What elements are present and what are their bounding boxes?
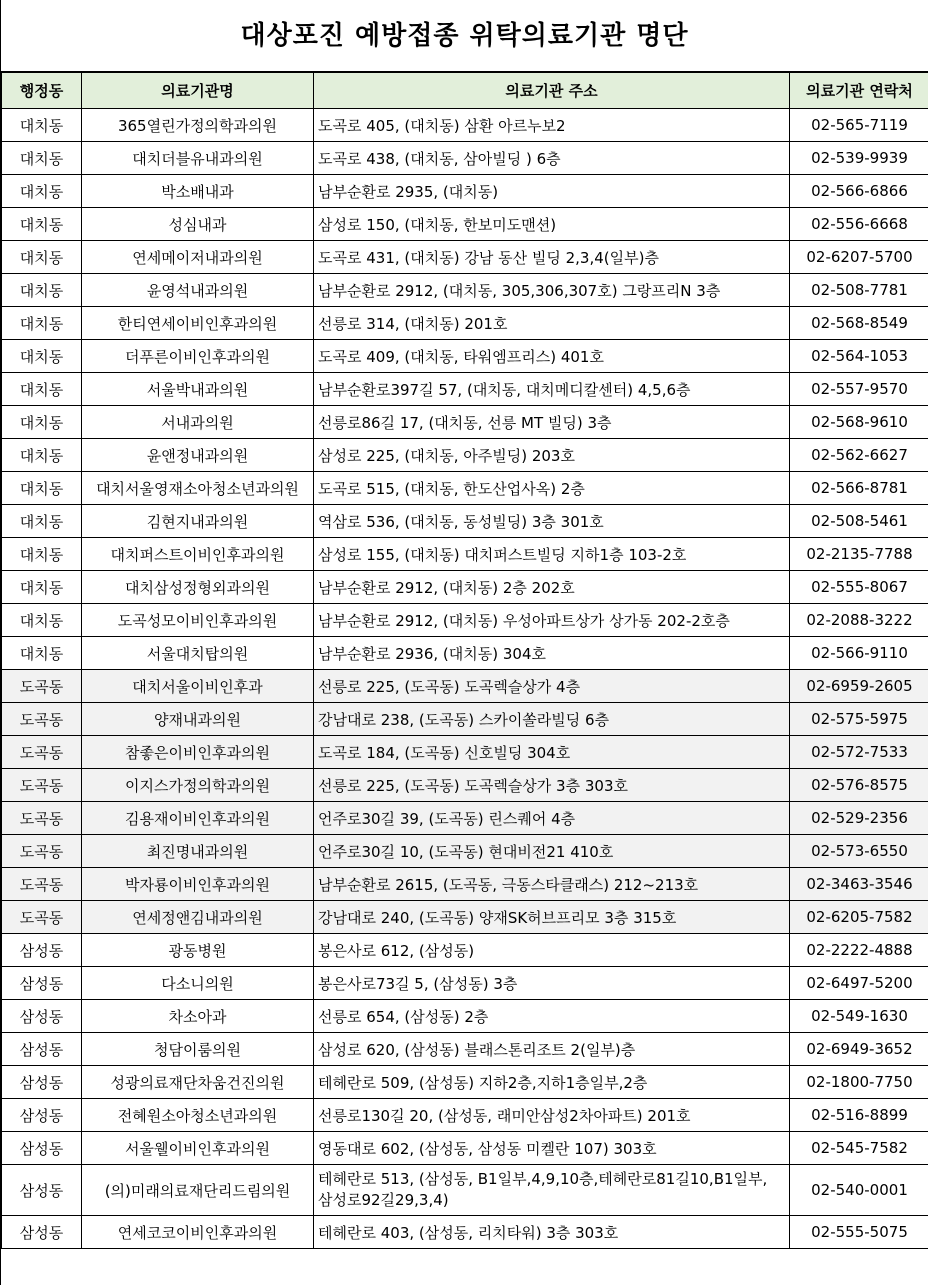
dong-cell: 삼성동 [2, 1000, 82, 1033]
table-row [2, 1066, 928, 1099]
clinic-name-cell: 윤영석내과의원 [82, 274, 314, 307]
dong-cell: 대치동 [2, 208, 82, 241]
dong-cell: 도곡동 [2, 901, 82, 934]
address-cell: 봉은사로 612, (삼성동) [314, 934, 790, 967]
phone-cell: 02-566-9110 [790, 637, 928, 670]
table-row [2, 934, 928, 967]
address-cell: 도곡로 409, (대치동, 타워엠프리스) 401호 [314, 340, 790, 373]
phone-cell: 02-549-1630 [790, 1000, 928, 1033]
header-dong: 행정동 [2, 73, 82, 109]
address-cell: 선릉로 314, (대치동) 201호 [314, 307, 790, 340]
address-cell: 테헤란로 403, (삼성동, 리치타워) 3층 303호 [314, 1216, 790, 1249]
dong-cell: 도곡동 [2, 670, 82, 703]
address-cell: 선릉로 225, (도곡동) 도곡렉슬상가 4층 [314, 670, 790, 703]
clinic-name-cell: 서내과의원 [82, 406, 314, 439]
header-row [2, 73, 928, 109]
phone-cell: 02-6207-5700 [790, 241, 928, 274]
address-cell: 테헤란로 509, (삼성동) 지하2층,지하1층일부,2층 [314, 1066, 790, 1099]
phone-cell: 02-516-8899 [790, 1099, 928, 1132]
table-row [2, 802, 928, 835]
table-row [2, 670, 928, 703]
dong-cell: 대치동 [2, 241, 82, 274]
header-phone: 의료기관 연락처 [790, 73, 928, 109]
phone-cell: 02-508-5461 [790, 505, 928, 538]
phone-cell: 02-6959-2605 [790, 670, 928, 703]
clinic-name-cell: 대치서울이비인후과 [82, 670, 314, 703]
phone-cell: 02-566-6866 [790, 175, 928, 208]
dong-cell: 대치동 [2, 142, 82, 175]
clinic-name-cell: 청담이룸의원 [82, 1033, 314, 1066]
dong-cell: 삼성동 [2, 1216, 82, 1249]
table-row [2, 439, 928, 472]
table-row [2, 637, 928, 670]
phone-cell: 02-6497-5200 [790, 967, 928, 1000]
address-cell: 삼성로 155, (대치동) 대치퍼스트빌딩 지하1층 103-2호 [314, 538, 790, 571]
clinic-name-cell: 박자룡이비인후과의원 [82, 868, 314, 901]
table-row [2, 1132, 928, 1165]
phone-cell: 02-576-8575 [790, 769, 928, 802]
table-row [2, 505, 928, 538]
table-row [2, 109, 928, 142]
phone-cell: 02-539-9939 [790, 142, 928, 175]
clinic-name-cell: (의)미래의료재단리드림의원 [82, 1165, 314, 1216]
clinic-name-cell: 서울웰이비인후과의원 [82, 1132, 314, 1165]
clinic-name-cell: 이지스가정의학과의원 [82, 769, 314, 802]
dong-cell: 대치동 [2, 175, 82, 208]
address-cell: 남부순환로 2936, (대치동) 304호 [314, 637, 790, 670]
table-body [2, 109, 928, 1249]
table-row [2, 967, 928, 1000]
clinic-name-cell: 양재내과의원 [82, 703, 314, 736]
clinic-name-cell: 연세코코이비인후과의원 [82, 1216, 314, 1249]
dong-cell: 삼성동 [2, 1099, 82, 1132]
clinic-name-cell: 서울대치탑의원 [82, 637, 314, 670]
table-row [2, 406, 928, 439]
table-row [2, 175, 928, 208]
phone-cell: 02-3463-3546 [790, 868, 928, 901]
table-row [2, 307, 928, 340]
clinic-name-cell: 연세정앤김내과의원 [82, 901, 314, 934]
address-cell: 테헤란로 513, (삼성동, B1일부,4,9,10층,테헤란로81길10,B1일부, 삼성로92길29,3,4) [314, 1165, 790, 1216]
clinic-name-cell: 윤앤정내과의원 [82, 439, 314, 472]
phone-cell: 02-508-7781 [790, 274, 928, 307]
address-cell: 남부순환로 2912, (대치동) 우성아파트상가 상가동 202-2호층 [314, 604, 790, 637]
address-cell: 도곡로 438, (대치동, 삼아빌딩 ) 6층 [314, 142, 790, 175]
clinic-name-cell: 광동병원 [82, 934, 314, 967]
address-cell: 도곡로 405, (대치동) 삼환 아르누보2 [314, 109, 790, 142]
dong-cell: 대치동 [2, 373, 82, 406]
table-row [2, 538, 928, 571]
address-cell: 남부순환로 2912, (대치동) 2층 202호 [314, 571, 790, 604]
table-row [2, 901, 928, 934]
dong-cell: 대치동 [2, 472, 82, 505]
phone-cell: 02-568-9610 [790, 406, 928, 439]
clinic-name-cell: 대치더블유내과의원 [82, 142, 314, 175]
address-cell: 언주로30길 10, (도곡동) 현대비전21 410호 [314, 835, 790, 868]
phone-cell: 02-6205-7582 [790, 901, 928, 934]
dong-cell: 도곡동 [2, 835, 82, 868]
address-cell: 삼성로 620, (삼성동) 블래스톤리조트 2(일부)층 [314, 1033, 790, 1066]
clinic-name-cell: 전혜원소아청소년과의원 [82, 1099, 314, 1132]
dong-cell: 삼성동 [2, 1132, 82, 1165]
dong-cell: 대치동 [2, 406, 82, 439]
address-cell: 남부순환로 2912, (대치동, 305,306,307호) 그랑프리N 3층 [314, 274, 790, 307]
clinic-name-cell: 최진명내과의원 [82, 835, 314, 868]
phone-cell: 02-1800-7750 [790, 1066, 928, 1099]
dong-cell: 대치동 [2, 637, 82, 670]
dong-cell: 도곡동 [2, 703, 82, 736]
phone-cell: 02-2135-7788 [790, 538, 928, 571]
clinic-name-cell: 도곡성모이비인후과의원 [82, 604, 314, 637]
phone-cell: 02-565-7119 [790, 109, 928, 142]
address-cell: 삼성로 150, (대치동, 한보미도맨션) [314, 208, 790, 241]
phone-cell: 02-572-7533 [790, 736, 928, 769]
dong-cell: 도곡동 [2, 736, 82, 769]
clinic-table [1, 72, 928, 1249]
dong-cell: 대치동 [2, 340, 82, 373]
clinic-name-cell: 다소니의원 [82, 967, 314, 1000]
clinic-name-cell: 박소배내과 [82, 175, 314, 208]
address-cell: 강남대로 238, (도곡동) 스카이쏠라빌딩 6층 [314, 703, 790, 736]
clinic-name-cell: 서울박내과의원 [82, 373, 314, 406]
clinic-name-cell: 김용재이비인후과의원 [82, 802, 314, 835]
clinic-name-cell: 대치서울영재소아청소년과의원 [82, 472, 314, 505]
dong-cell: 삼성동 [2, 967, 82, 1000]
table-row [2, 1033, 928, 1066]
address-cell: 도곡로 515, (대치동, 한도산업사옥) 2층 [314, 472, 790, 505]
address-cell: 남부순환로397길 57, (대치동, 대치메디칼센터) 4,5,6층 [314, 373, 790, 406]
dong-cell: 대치동 [2, 571, 82, 604]
phone-cell: 02-556-6668 [790, 208, 928, 241]
address-cell: 도곡로 184, (도곡동) 신호빌딩 304호 [314, 736, 790, 769]
phone-cell: 02-555-5075 [790, 1216, 928, 1249]
table-row [2, 274, 928, 307]
address-cell: 남부순환로 2615, (도곡동, 극동스타클래스) 212~213호 [314, 868, 790, 901]
address-cell: 선릉로86길 17, (대치동, 선릉 MT 빌딩) 3층 [314, 406, 790, 439]
phone-cell: 02-555-8067 [790, 571, 928, 604]
address-cell: 강남대로 240, (도곡동) 양재SK허브프리모 3층 315호 [314, 901, 790, 934]
address-cell: 봉은사로73길 5, (삼성동) 3층 [314, 967, 790, 1000]
address-cell: 선릉로130길 20, (삼성동, 래미안삼성2차아파트) 201호 [314, 1099, 790, 1132]
phone-cell: 02-564-1053 [790, 340, 928, 373]
table-row [2, 1000, 928, 1033]
address-cell: 영동대로 602, (삼성동, 삼성동 미켈란 107) 303호 [314, 1132, 790, 1165]
phone-cell: 02-6949-3652 [790, 1033, 928, 1066]
clinic-name-cell: 더푸른이비인후과의원 [82, 340, 314, 373]
clinic-name-cell: 차소아과 [82, 1000, 314, 1033]
table-row [2, 868, 928, 901]
phone-cell: 02-557-9570 [790, 373, 928, 406]
dong-cell: 삼성동 [2, 1033, 82, 1066]
table-row [2, 373, 928, 406]
address-cell: 언주로30길 39, (도곡동) 린스퀘어 4층 [314, 802, 790, 835]
dong-cell: 대치동 [2, 538, 82, 571]
address-cell: 삼성로 225, (대치동, 아주빌딩) 203호 [314, 439, 790, 472]
clinic-name-cell: 대치퍼스트이비인후과의원 [82, 538, 314, 571]
dong-cell: 도곡동 [2, 769, 82, 802]
table-row [2, 241, 928, 274]
clinic-name-cell: 연세메이저내과의원 [82, 241, 314, 274]
clinic-name-cell: 성심내과 [82, 208, 314, 241]
dong-cell: 삼성동 [2, 1066, 82, 1099]
dong-cell: 대치동 [2, 505, 82, 538]
dong-cell: 삼성동 [2, 934, 82, 967]
clinic-name-cell: 한티연세이비인후과의원 [82, 307, 314, 340]
dong-cell: 삼성동 [2, 1165, 82, 1216]
dong-cell: 도곡동 [2, 868, 82, 901]
clinic-name-cell: 대치삼성정형외과의원 [82, 571, 314, 604]
phone-cell: 02-566-8781 [790, 472, 928, 505]
table-row [2, 1099, 928, 1132]
address-cell: 남부순환로 2935, (대치동) [314, 175, 790, 208]
phone-cell: 02-2088-3222 [790, 604, 928, 637]
table-row [2, 703, 928, 736]
header-name: 의료기관명 [82, 73, 314, 109]
address-cell: 선릉로 654, (삼성동) 2층 [314, 1000, 790, 1033]
dong-cell: 도곡동 [2, 802, 82, 835]
address-cell: 선릉로 225, (도곡동) 도곡렉슬상가 3층 303호 [314, 769, 790, 802]
table-row [2, 604, 928, 637]
table-row [2, 571, 928, 604]
phone-cell: 02-2222-4888 [790, 934, 928, 967]
phone-cell: 02-540-0001 [790, 1165, 928, 1216]
dong-cell: 대치동 [2, 109, 82, 142]
clinic-name-cell: 김현지내과의원 [82, 505, 314, 538]
address-cell: 도곡로 431, (대치동) 강남 동산 빌딩 2,3,4(일부)층 [314, 241, 790, 274]
table-row [2, 340, 928, 373]
address-cell: 역삼로 536, (대치동, 동성빌딩) 3층 301호 [314, 505, 790, 538]
phone-cell: 02-529-2356 [790, 802, 928, 835]
phone-cell: 02-573-6550 [790, 835, 928, 868]
clinic-name-cell: 365열린가정의학과의원 [82, 109, 314, 142]
table-row [2, 1216, 928, 1249]
dong-cell: 대치동 [2, 307, 82, 340]
phone-cell: 02-575-5975 [790, 703, 928, 736]
table-row [2, 142, 928, 175]
clinic-name-cell: 성광의료재단차움건진의원 [82, 1066, 314, 1099]
clinic-name-cell: 참좋은이비인후과의원 [82, 736, 314, 769]
page-title: 대상포진 예방접종 위탁의료기관 명단 [240, 21, 689, 51]
dong-cell: 대치동 [2, 439, 82, 472]
phone-cell: 02-545-7582 [790, 1132, 928, 1165]
phone-cell: 02-568-8549 [790, 307, 928, 340]
table-row [2, 1165, 928, 1216]
table-row [2, 736, 928, 769]
table-row [2, 769, 928, 802]
header-address: 의료기관 주소 [314, 73, 790, 109]
dong-cell: 대치동 [2, 274, 82, 307]
dong-cell: 대치동 [2, 604, 82, 637]
table-row [2, 472, 928, 505]
phone-cell: 02-562-6627 [790, 439, 928, 472]
title-row [1, 0, 928, 72]
table-row [2, 835, 928, 868]
table-row [2, 208, 928, 241]
